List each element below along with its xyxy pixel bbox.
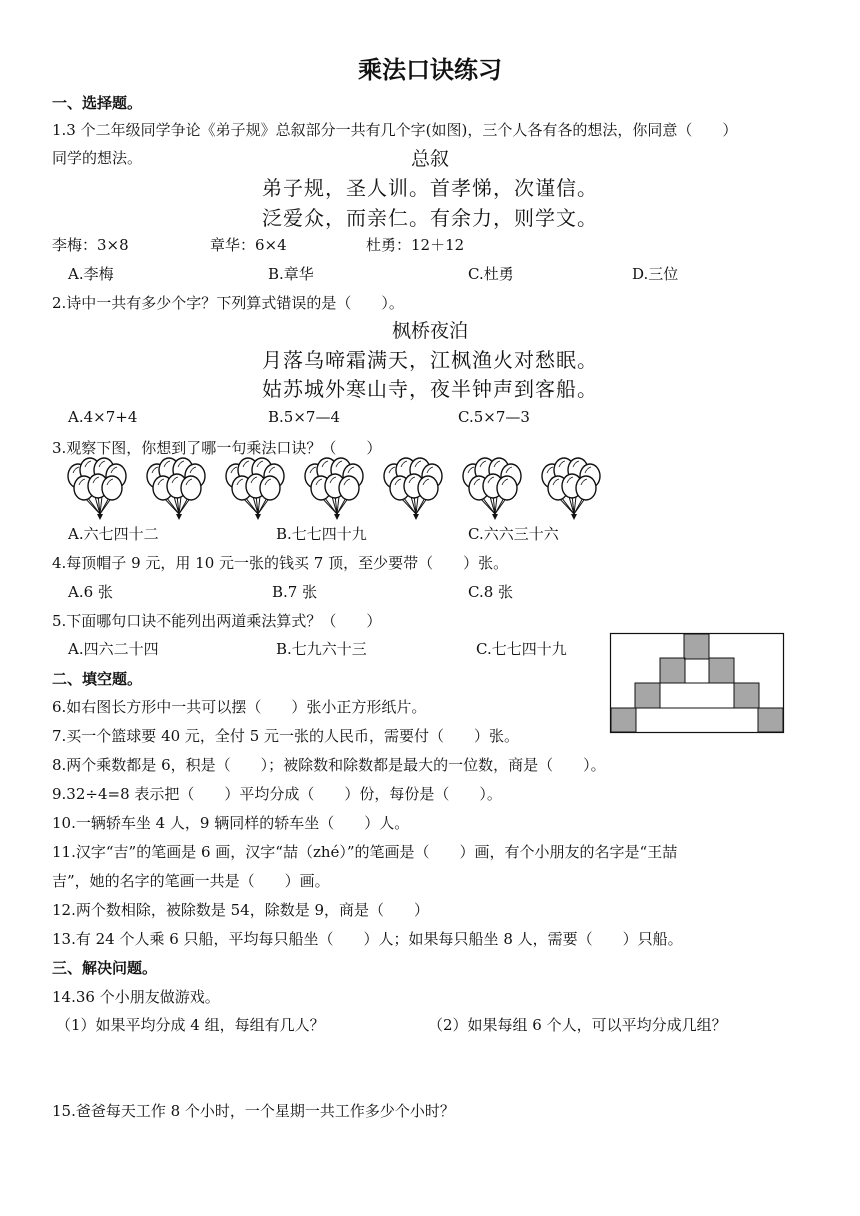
option-a: A.6 张 <box>68 583 113 601</box>
balloon-cluster <box>305 458 363 520</box>
option-b: B.七九六十三 <box>276 640 367 658</box>
gray-square <box>611 708 636 732</box>
poem-line: 月落乌啼霜满天，江枫渔火对愁眠。 <box>262 348 598 372</box>
question-5: 5.下面哪句口诀不能列出两道乘法算式？（ ） <box>52 612 382 630</box>
gray-square <box>709 658 734 683</box>
question-1-line-2: 同学的想法。 <box>52 149 143 167</box>
poem-title-fengqiao: 枫桥夜泊 <box>391 320 468 342</box>
balloon-cluster <box>147 458 205 520</box>
option-c: C.七七四十九 <box>476 640 567 658</box>
option-a: A.四六二十四 <box>68 640 159 658</box>
question-15: 15.爸爸每天工作 8 个小时，一个星期一共工作多少个小时？ <box>52 1102 455 1120</box>
student-idea: 杜勇：12＋12 <box>366 236 465 254</box>
poem-line: 姑苏城外寒山寺，夜半钟声到客船。 <box>262 377 598 401</box>
section-heading-choice: 一、选择题。 <box>52 94 143 112</box>
question-11-line-2: 吉”，她的名字的笔画一共是（ ）画。 <box>52 872 330 890</box>
poem-line: 弟子规，圣人训。首孝悌，次谨信。 <box>262 176 598 200</box>
option-c: C.5×7—3 <box>458 408 530 426</box>
gray-square <box>660 658 685 683</box>
option-a: A.六七四十二 <box>68 525 159 543</box>
option-c: C.8 张 <box>468 583 514 601</box>
question-10: 10.一辆轿车坐 4 人，9 辆同样的轿车坐（ ）人。 <box>52 814 410 832</box>
question-14-part-1: （1）如果平均分成 4 组，每组有几人？ <box>56 1016 325 1034</box>
balloon-cluster <box>542 458 600 520</box>
option-b: B.7 张 <box>272 583 318 601</box>
question-12: 12.两个数相除，被除数是 54，除数是 9，商是（ ） <box>52 901 430 919</box>
question-4: 4.每顶帽子 9 元，用 10 元一张的钱买 7 顶，至少要带（ ）张。 <box>52 554 509 572</box>
question-6: 6.如右图长方形中一共可以摆（ ）张小正方形纸片。 <box>52 698 427 716</box>
question-7: 7.买一个篮球要 40 元，全付 5 元一张的人民币，需要付（ ）张。 <box>52 727 520 745</box>
balloon-groups-figure <box>70 458 630 522</box>
option-b: B.章华 <box>268 265 314 283</box>
rectangle-squares-figure <box>610 633 784 733</box>
option-a: A.4×7+4 <box>68 408 138 426</box>
section-heading-solve: 三、解决问题。 <box>52 959 158 977</box>
question-13: 13.有 24 个人乘 6 只船，平均每只船坐（ ）人；如果每只船坐 8 人，需要（ ）只船。 <box>52 930 683 948</box>
question-14-part-2: （2）如果每组 6 个人，可以平均分成几组？ <box>428 1016 727 1034</box>
question-3: 3.观察下图，你想到了哪一句乘法口诀？（ ） <box>52 439 382 457</box>
question-8: 8.两个乘数都是 6，积是（ ）；被除数和除数都是最大的一位数，商是（ ）。 <box>52 756 606 774</box>
poem-title-zongxu: 总叙 <box>410 148 449 170</box>
option-d: D.三位 <box>632 265 679 283</box>
question-2: 2.诗中一共有多少个字？下列算式错误的是（ ）。 <box>52 294 404 312</box>
page-title: 乘法口诀练习 <box>358 55 502 84</box>
balloon-cluster <box>68 458 126 520</box>
gray-square <box>684 634 709 659</box>
option-c: C.六六三十六 <box>468 525 559 543</box>
option-b: B.七七四十九 <box>276 525 367 543</box>
option-a: A.李梅 <box>68 265 114 283</box>
poem-line: 泛爱众，而亲仁。有余力，则学文。 <box>262 206 598 230</box>
student-idea: 章华：6×4 <box>210 236 287 254</box>
balloon-cluster <box>384 458 442 520</box>
balloon-cluster <box>226 458 284 520</box>
question-14: 14.36 个小朋友做游戏。 <box>52 988 220 1006</box>
question-9: 9.32÷4=8 表示把（ ）平均分成（ ）份，每份是（ ）。 <box>52 785 502 803</box>
section-heading-fill: 二、填空题。 <box>52 670 143 688</box>
student-idea: 李梅：3×8 <box>52 236 129 254</box>
option-c: C.杜勇 <box>468 265 514 283</box>
gray-square <box>635 683 660 708</box>
question-1-line-1: 1.3 个二年级同学争论《弟子规》总叙部分一共有几个字(如图)，三个人各有各的想法，你同意（ ） <box>52 121 738 139</box>
gray-square <box>734 683 759 708</box>
balloon-cluster <box>463 458 521 520</box>
question-11-line-1: 11.汉字“吉”的笔画是 6 画，汉字“喆（zhé）”的笔画是（ ）画，有个小朋友的名字是“王喆 <box>52 843 678 861</box>
option-b: B.5×7—4 <box>268 408 340 426</box>
gray-square <box>758 708 783 732</box>
